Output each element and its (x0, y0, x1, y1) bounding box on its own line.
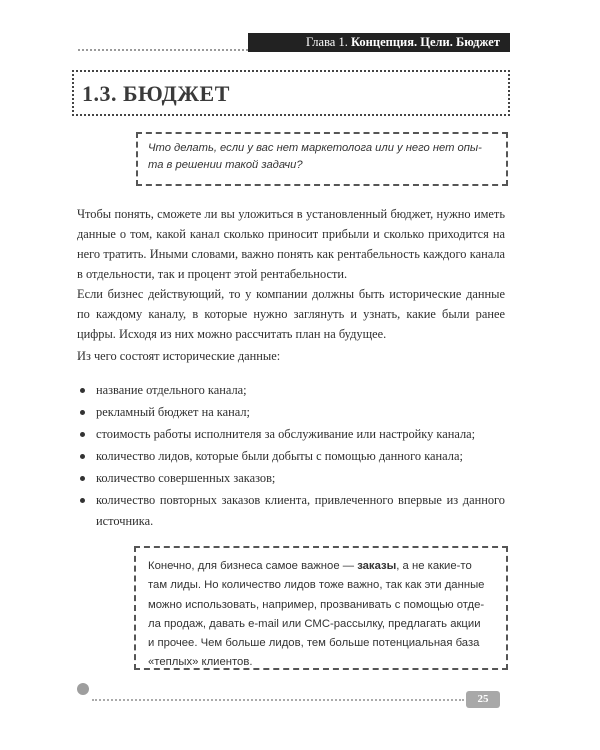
question-line: Что делать, если у вас нет маркетолога или у него нет опы- (148, 142, 482, 154)
footer-dotted-rule (92, 699, 464, 701)
note-line: там лиды. Но количество лидов тоже важно, так как эти данные (148, 579, 485, 592)
note-line: можно использовать, например, прозванивать с помощью отде- (148, 598, 485, 611)
historical-data-list (77, 380, 505, 533)
paragraph-intro: Чтобы понять, сможете ли вы уложиться в установленный бюджет, нужно иметь данные о том, какой канал сколько приносит прибыли и сколько приходится на него тратить. Иными словами, важно понять как рентабельность каждого канала в отдельности, так и процент этой рентабельности. (77, 207, 505, 281)
question-callout (136, 132, 508, 186)
question-line: та в решении такой задачи? (148, 159, 303, 171)
note-line: и прочее. Чем больше лидов, тем больше потенциальная база (148, 637, 480, 650)
footer-circle-icon (77, 683, 89, 695)
note-bold-text: заказы (357, 560, 397, 572)
note-line: ла продаж, давать e-mail или СМС-рассылку, предлагать акции (148, 617, 481, 630)
running-header (248, 33, 510, 52)
page-number: 25 (466, 691, 500, 708)
list-item: название отдельного канала; (77, 380, 505, 401)
list-item: количество повторных заказов клиента, привлеченного впервые из данного источника. (77, 490, 505, 531)
paragraph-list-lead: Из чего состоят исторические данные: (77, 349, 281, 363)
note-text: , а не какие-то (396, 560, 472, 572)
header-title: Концепция. Цели. Бюджет (350, 35, 500, 49)
header-dotted-rule (78, 49, 248, 51)
note-line (148, 557, 496, 576)
list-item: количество лидов, которые были добыты с помощью данного канала; (77, 446, 505, 467)
note-line: «теплых» клиентов. (148, 656, 253, 669)
note-callout (134, 546, 508, 670)
list-item: рекламный бюджет на канал; (77, 402, 505, 423)
section-title: 1.3. БЮДЖЕТ (82, 81, 230, 106)
header-chapter: Глава 1. (306, 35, 348, 49)
note-text: Конечно, для бизнеса самое важное — (148, 560, 358, 572)
list-item: количество совершенных заказов; (77, 468, 505, 489)
list-item: стоимость работы исполнителя за обслуживание или настройку канала; (77, 424, 505, 445)
section-heading-box (72, 70, 510, 116)
paragraph-business: Если бизнес действующий, то у компании должны быть исторические данные по каждому каналу, в которые нужно заглянуть и узнать, какие были ранее цифры. Исходя из них можно рассчитать план на будущее. (77, 287, 505, 341)
